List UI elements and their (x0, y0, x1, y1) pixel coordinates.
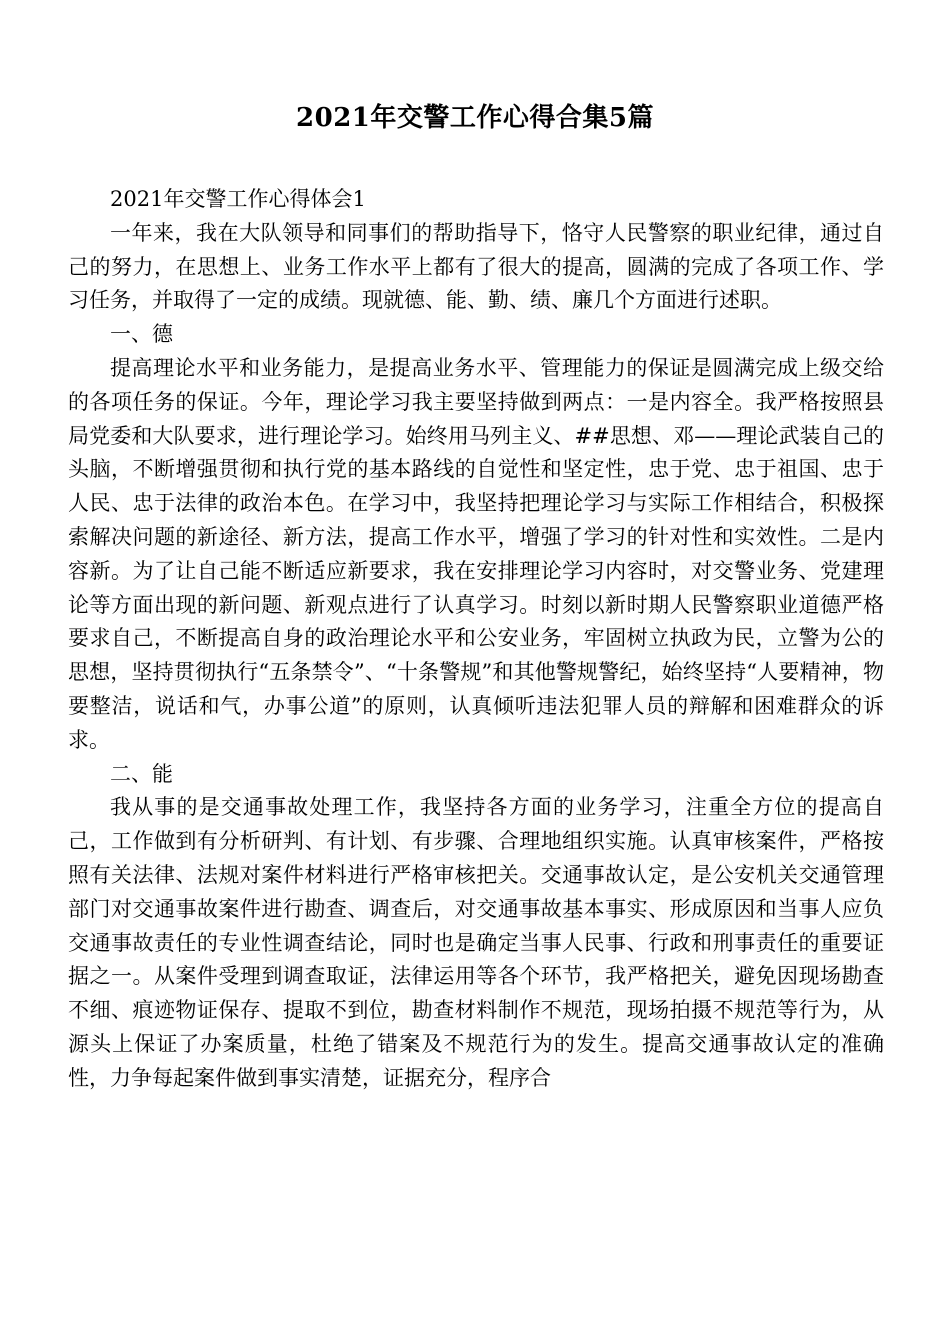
paragraph-neng: 我从事的是交通事故处理工作，我坚持各方面的业务学习，注重全方位的提高自己，工作做到有分析研判、有计划、有步骤、合理地组织实施。认真审核案件，严格按照有关法律、法规对案件材料进行严格审核把关。交通事故认定，是公安机关交通管理部门对交通事故案件进行勘查、调查后，对交通事故基本事实、形成原因和当事人应负交通事故责任的专业性调查结论，同时也是确定当事人民事、行政和刑事责任的重要证据之一。从案件受理到调查取证，法律运用等各个环节，我严格把关，避免因现场勘查不细、痕迹物证保存、提取不到位，勘查材料制作不规范，现场拍摄不规范等行为，从源头上保证了办案质量，杜绝了错案及不规范行为的发生。提高交通事故认定的准确性，力争每起案件做到事实清楚，证据充分，程序合 (68, 795, 884, 1090)
document-body (68, 183, 884, 1096)
section-heading-neng: 二、能 (110, 761, 173, 786)
document-title: 2021年交警工作心得合集5篇 (296, 103, 654, 133)
section-heading-de: 一、德 (110, 322, 173, 347)
section-subtitle: 2021年交警工作心得体会1 (110, 187, 366, 211)
paragraph-intro: 一年来，我在大队领导和同事们的帮助指导下，恪守人民警察的职业纪律，通过自己的努力，在思想上、业务工作水平上都有了很大的提高，圆满的完成了各项工作、学习任务，并取得了一定的成绩。现就德、能、勤、绩、廉几个方面进行述职。 (68, 220, 884, 313)
paragraph-de: 提高理论水平和业务能力，是提高业务水平、管理能力的保证是圆满完成上级交给的各项任务的保证。今年，理论学习我主要坚持做到两点：一是内容全。我严格按照县局党委和大队要求，进行理论学习。始终用马列主义、##思想、邓——理论武装自己的头脑，不断增强贯彻和执行党的基本路线的自觉性和坚定性，忠于党、忠于祖国、忠于人民、忠于法律的政治本色。在学习中，我坚持把理论学习与实际工作相结合，积极探索解决问题的新途径、新方法，提高工作水平，增强了学习的针对性和实效性。二是内容新。为了让自己能不断适应新要求，我在安排理论学习内容时，对交警业务、党建理论等方面出现的新问题、新观点进行了认真学习。时刻以新时期人民警察职业道德严格要求自己，不断提高自身的政治理论水平和公安业务，牢固树立执政为民，立警为公的思想，坚持贯彻执行“五条禁令”、“十条警规”和其他警规警纪，始终坚持“人要精神，物要整洁，说话和气，办事公道”的原则，认真倾听违法犯罪人员的辩解和困难群众的诉求。 (68, 355, 884, 752)
